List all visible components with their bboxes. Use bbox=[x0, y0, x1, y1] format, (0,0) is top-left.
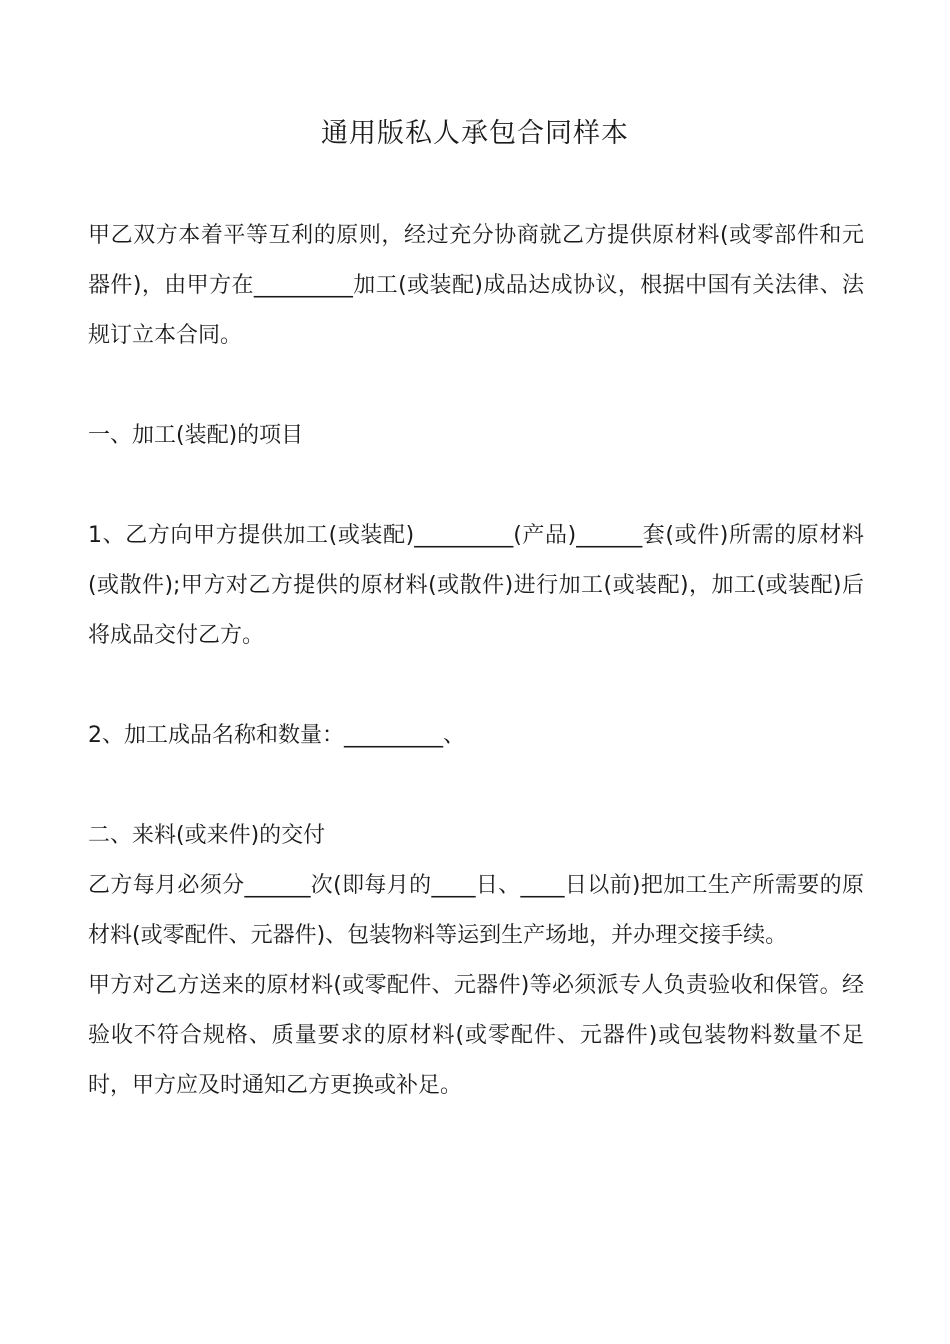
paragraph-spacer bbox=[88, 461, 864, 511]
inspection-paragraph: 甲方对乙方送来的原材料(或零配件、元器件)等必须派专人负责验收和保管。经验收不符合规格、质量要求的原材料(或零配件、元器件)或包装物料数量不足时，甲方应及时通知乙方更换或补足。 bbox=[88, 973, 864, 1098]
paragraph-spacer bbox=[88, 661, 864, 711]
section-heading-material-delivery: 二、来料(或来件)的交付 bbox=[88, 823, 326, 848]
section-heading-processing-items: 一、加工(装配)的项目 bbox=[88, 423, 304, 448]
document-body bbox=[88, 211, 864, 1111]
delivery-schedule-paragraph: 乙方每月必须分______次(即每月的____日、____日以前)把加工生产所需要的原材料(或零配件、元器件)、包装物料等运到生产场地，并办理交接手续。 bbox=[88, 873, 864, 948]
clause-1-paragraph: 1、乙方向甲方提供加工(或装配)_________(产品)______套(或件)所需的原材料(或散件);甲方对乙方提供的原材料(或散件)进行加工(或装配)，加工(或装配)后将成品交付乙方。 bbox=[88, 523, 864, 648]
paragraph-spacer bbox=[88, 361, 864, 411]
document-title: 通用版私人承包合同样本 bbox=[321, 118, 629, 149]
preamble-paragraph: 甲乙双方本着平等互利的原则，经过充分协商就乙方提供原材料(或零部件和元器件)，由甲方在_________加工(或装配)成品达成协议，根据中国有关法律、法规订立本合同。 bbox=[88, 223, 864, 348]
clause-2-paragraph: 2、加工成品名称和数量：_________、 bbox=[88, 723, 465, 748]
paragraph-spacer bbox=[88, 761, 864, 811]
